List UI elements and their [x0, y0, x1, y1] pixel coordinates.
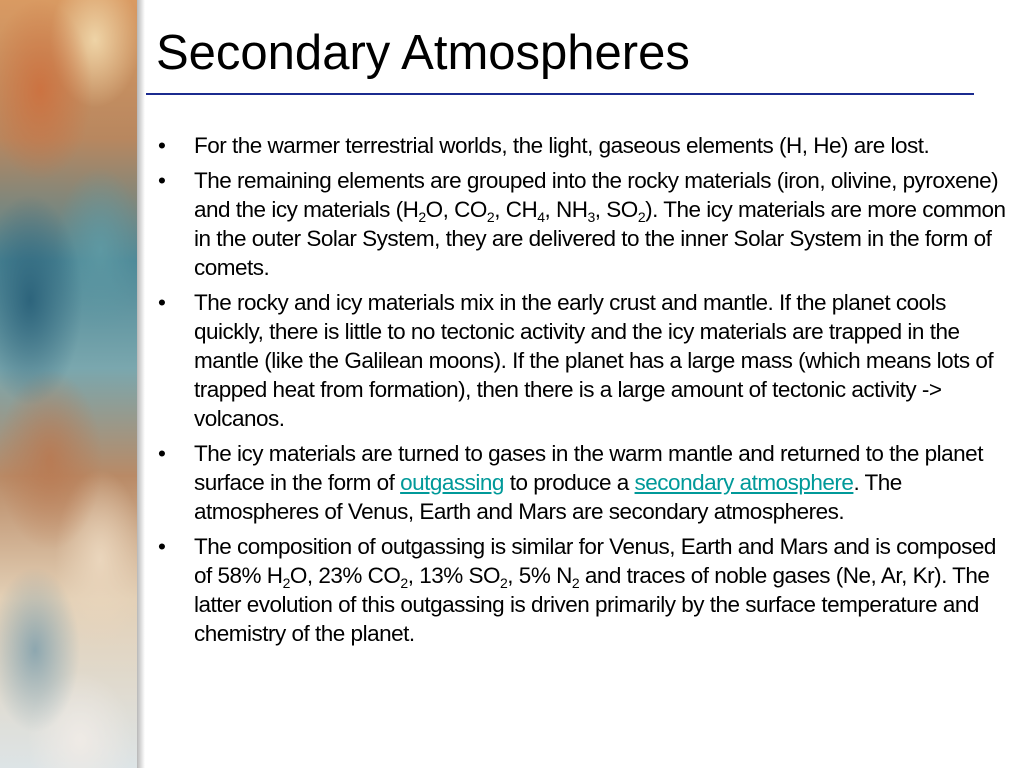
bullet-text: For the warmer terrestrial worlds, the light, gaseous elements (H, He) are lost. [194, 133, 930, 158]
bullet-text: The rocky and icy materials mix in the early crust and mantle. If the planet cools quickly, there is little to no tectonic activity and the icy materials are trapped in the mantle (like the Galilean moons). If the planet has a large mass (which means lots of trapped heat from formation), then there is a large amount of tectonic activity -> volcanos. [194, 290, 994, 431]
bullet-text: . The atmospheres of Venus, Earth and Mars are secondary atmospheres. [194, 470, 902, 524]
bullet-text: and traces of noble gases (Ne, Ar, Kr). The latter evolution of this outgassing is driven primarily by the surface temperature and chemistry of the planet. [194, 563, 990, 646]
outgassing-link[interactable]: outgassing [400, 470, 504, 495]
subscript: 2 [637, 209, 646, 225]
subscript: 2 [418, 209, 426, 225]
secondary-atmosphere-link[interactable]: secondary atmosphere [634, 470, 854, 495]
bullet-text: , CH [494, 197, 538, 222]
bullet-text: to produce a [503, 470, 635, 495]
bullet-dot: • [158, 534, 166, 559]
bullet-text: The icy materials are turned to gases in the warm mantle and returned to the planet surface in the form of [194, 441, 983, 495]
subscript: 2 [571, 575, 580, 591]
nebula-image-strip [0, 0, 137, 768]
title-underline [146, 93, 974, 95]
bullet-item [156, 288, 1006, 433]
bullet-item [156, 439, 1006, 526]
bullet-text: ). The icy materials are more common in the outer Solar System, they are delivered to the inner Solar System in the form of comets. [194, 197, 1006, 280]
subscript: 2 [282, 575, 290, 591]
bullet-dot: • [158, 133, 166, 158]
bullet-text: , NH [544, 197, 588, 222]
subscript: 3 [587, 209, 595, 225]
image-strip-shadow [137, 0, 145, 768]
bullet-text: O, 23% CO [289, 563, 401, 588]
subscript: 2 [500, 575, 508, 591]
subscript: 4 [537, 209, 545, 225]
bullet-dot: • [158, 441, 166, 466]
subscript: 2 [400, 575, 408, 591]
bullet-text: O, CO [425, 197, 487, 222]
bullet-item [156, 131, 1006, 160]
bullet-text: , 5% N [507, 563, 572, 588]
slide-title: Secondary Atmospheres [156, 26, 690, 80]
bullet-item [156, 166, 1006, 282]
bullet-text: The composition of outgassing is similar for Venus, Earth and Mars and is composed of 58% H [194, 534, 996, 588]
bullet-text: , 13% SO [407, 563, 500, 588]
subscript: 2 [486, 209, 495, 225]
bullet-text: , SO [594, 197, 638, 222]
bullet-list [156, 131, 1006, 654]
bullet-text: The remaining elements are grouped into the rocky materials (iron, olivine, pyroxene) and the icy materials (H [194, 168, 999, 222]
bullet-item [156, 532, 1006, 648]
bullet-dot: • [158, 290, 166, 315]
bullet-dot: • [158, 168, 166, 193]
